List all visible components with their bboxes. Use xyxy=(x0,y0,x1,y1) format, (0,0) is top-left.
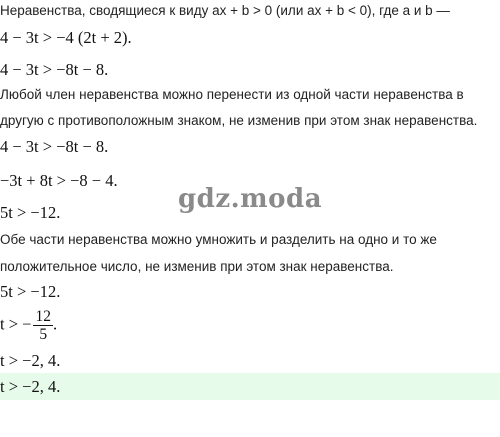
step-7 xyxy=(0,308,57,343)
watermark: gdz.moda xyxy=(178,184,323,214)
rule-2-line-2: положительное число, не изменив при этом знак неравенства. xyxy=(0,259,394,274)
fraction-numerator: 12 xyxy=(35,308,51,325)
step-8: t > −2, 4. xyxy=(0,351,61,370)
step-7-left: t > − xyxy=(0,314,32,334)
rule-2-line-1: Обе части неравенства можно умножить и разделить на одно и то же xyxy=(0,232,437,247)
step-2: 4 − 3t > −8t − 8. xyxy=(0,60,109,79)
step-3: 4 − 3t > −8t − 8. xyxy=(0,137,109,156)
fraction-denominator: 5 xyxy=(39,326,48,343)
step-6: 5t > −12. xyxy=(0,282,61,301)
step-7-end: . xyxy=(52,314,58,334)
rule-1-line-1: Любой член неравенства можно перенести из одной части неравенства в xyxy=(0,87,464,102)
step-5: 5t > −12. xyxy=(0,203,61,222)
step-4: −3t + 8t > −8 − 4. xyxy=(0,171,118,190)
step-9-answer: t > −2, 4. xyxy=(0,377,61,396)
answer-highlight xyxy=(0,373,500,400)
rule-1-line-2: другую с противоположным знаком, не изменив при этом знак неравенства. xyxy=(0,113,478,128)
intro-text: Неравенства, сводящиеся к виду ax + b > 0 (или ax + b < 0), где a и b — xyxy=(0,3,450,18)
fraction xyxy=(33,308,53,343)
step-1: 4 − 3t > −4 (2t + 2). xyxy=(0,28,132,47)
